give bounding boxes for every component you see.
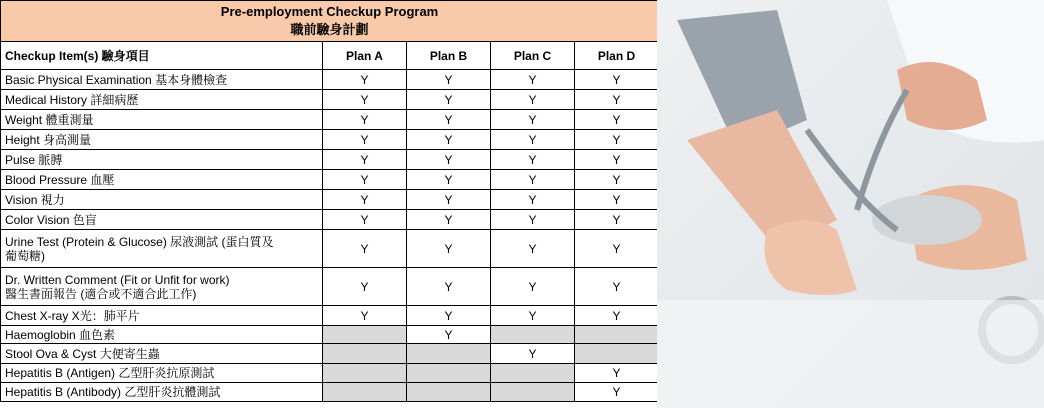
plan-cell-d — [575, 344, 659, 364]
plan-cell-b: Y — [407, 110, 491, 130]
blood-pressure-illustration — [657, 0, 1044, 408]
table-row — [1, 150, 659, 170]
plan-cell-b — [407, 344, 491, 364]
table-row — [1, 383, 659, 402]
table-row — [1, 326, 659, 344]
plan-cell-b: Y — [407, 170, 491, 190]
plan-cell-a: Y — [323, 268, 407, 306]
plan-cell-c: Y — [491, 306, 575, 326]
plan-cell-c: Y — [491, 70, 575, 90]
plan-cell-a: Y — [323, 306, 407, 326]
plan-cell-d — [575, 326, 659, 344]
plan-cell-c: Y — [491, 130, 575, 150]
checkup-item-label: Hepatitis B (Antibody) 乙型肝炎抗體測試 — [1, 383, 323, 402]
header-plan-d: Plan D — [575, 42, 659, 70]
table-row — [1, 170, 659, 190]
plan-cell-d: Y — [575, 383, 659, 402]
plan-cell-b: Y — [407, 230, 491, 268]
plan-cell-a: Y — [323, 90, 407, 110]
plan-cell-c: Y — [491, 90, 575, 110]
plan-cell-b — [407, 364, 491, 383]
plan-cell-d: Y — [575, 190, 659, 210]
plan-cell-a — [323, 383, 407, 402]
plan-cell-c: Y — [491, 210, 575, 230]
table-row — [1, 344, 659, 364]
plan-cell-c: Y — [491, 170, 575, 190]
plan-cell-c: Y — [491, 268, 575, 306]
checkup-item-label: Color Vision 色盲 — [1, 210, 323, 230]
table-row — [1, 90, 659, 110]
plan-cell-d: Y — [575, 90, 659, 110]
plan-cell-d: Y — [575, 230, 659, 268]
table-row — [1, 70, 659, 90]
table-row — [1, 268, 659, 306]
checkup-item-label: Dr. Written Comment (Fit or Unfit for work) 醫生書面報告 (適合或不適合此工作) — [1, 268, 323, 306]
checkup-item-label: Urine Test (Protein & Glucose) 尿液測試 (蛋白質及 葡萄糖) — [1, 230, 323, 268]
plan-cell-a: Y — [323, 170, 407, 190]
plan-cell-b: Y — [407, 306, 491, 326]
plan-cell-a: Y — [323, 230, 407, 268]
table-row — [1, 130, 659, 150]
plan-cell-a — [323, 364, 407, 383]
plan-cell-c: Y — [491, 150, 575, 170]
header-plan-a: Plan A — [323, 42, 407, 70]
plan-cell-a: Y — [323, 70, 407, 90]
plan-cell-b: Y — [407, 130, 491, 150]
plan-cell-a: Y — [323, 130, 407, 150]
plan-cell-a — [323, 344, 407, 364]
checkup-item-label: Weight 體重測量 — [1, 110, 323, 130]
header-plan-b: Plan B — [407, 42, 491, 70]
plan-cell-d: Y — [575, 70, 659, 90]
table-title-cell — [1, 1, 659, 42]
plan-cell-d: Y — [575, 110, 659, 130]
table-row — [1, 306, 659, 326]
checkup-item-label: Vision 視力 — [1, 190, 323, 210]
plan-cell-b: Y — [407, 210, 491, 230]
plan-cell-d: Y — [575, 170, 659, 190]
table-title-zh: 職前驗身計劃 — [290, 22, 369, 37]
plan-cell-b: Y — [407, 190, 491, 210]
plan-cell-b: Y — [407, 90, 491, 110]
plan-cell-d: Y — [575, 210, 659, 230]
plan-cell-d: Y — [575, 306, 659, 326]
plan-cell-b: Y — [407, 150, 491, 170]
checkup-item-label: Basic Physical Examination 基本身體檢查 — [1, 70, 323, 90]
table-row — [1, 110, 659, 130]
plan-cell-b: Y — [407, 326, 491, 344]
plan-cell-a — [323, 326, 407, 344]
table-row — [1, 190, 659, 210]
plan-cell-b: Y — [407, 70, 491, 90]
plan-cell-b — [407, 383, 491, 402]
plan-cell-a: Y — [323, 150, 407, 170]
plan-cell-a: Y — [323, 190, 407, 210]
table-row — [1, 364, 659, 383]
table-title-en: Pre-employment Checkup Program — [220, 4, 439, 19]
plan-cell-b: Y — [407, 268, 491, 306]
plan-cell-d: Y — [575, 150, 659, 170]
table-row — [1, 230, 659, 268]
checkup-item-label: Medical History 詳細病歷 — [1, 90, 323, 110]
plan-cell-d: Y — [575, 364, 659, 383]
table-header-row — [1, 42, 659, 70]
plan-cell-c: Y — [491, 190, 575, 210]
plan-cell-d: Y — [575, 268, 659, 306]
plan-cell-c — [491, 383, 575, 402]
header-plan-c: Plan C — [491, 42, 575, 70]
checkup-item-label: Stool Ova & Cyst 大便寄生蟲 — [1, 344, 323, 364]
plan-cell-c: Y — [491, 110, 575, 130]
table-title-row — [1, 1, 659, 42]
checkup-item-label: Height 身高測量 — [1, 130, 323, 150]
checkup-item-label: Blood Pressure 血壓 — [1, 170, 323, 190]
header-checkup-item: Checkup Item(s) 驗身項目 — [1, 42, 323, 70]
table-row — [1, 210, 659, 230]
plan-cell-a: Y — [323, 110, 407, 130]
plan-cell-c — [491, 364, 575, 383]
plan-cell-c — [491, 326, 575, 344]
plan-cell-d: Y — [575, 130, 659, 150]
checkup-item-label: Hepatitis B (Antigen) 乙型肝炎抗原測試 — [1, 364, 323, 383]
checkup-item-label: Haemoglobin 血色素 — [1, 326, 323, 344]
doctor-blood-pressure-photo — [657, 0, 1044, 408]
checkup-item-label: Chest X-ray X光：肺平片 — [1, 306, 323, 326]
plan-cell-a: Y — [323, 210, 407, 230]
plan-cell-c: Y — [491, 230, 575, 268]
plan-cell-c: Y — [491, 344, 575, 364]
checkup-item-label: Pulse 脈膊 — [1, 150, 323, 170]
